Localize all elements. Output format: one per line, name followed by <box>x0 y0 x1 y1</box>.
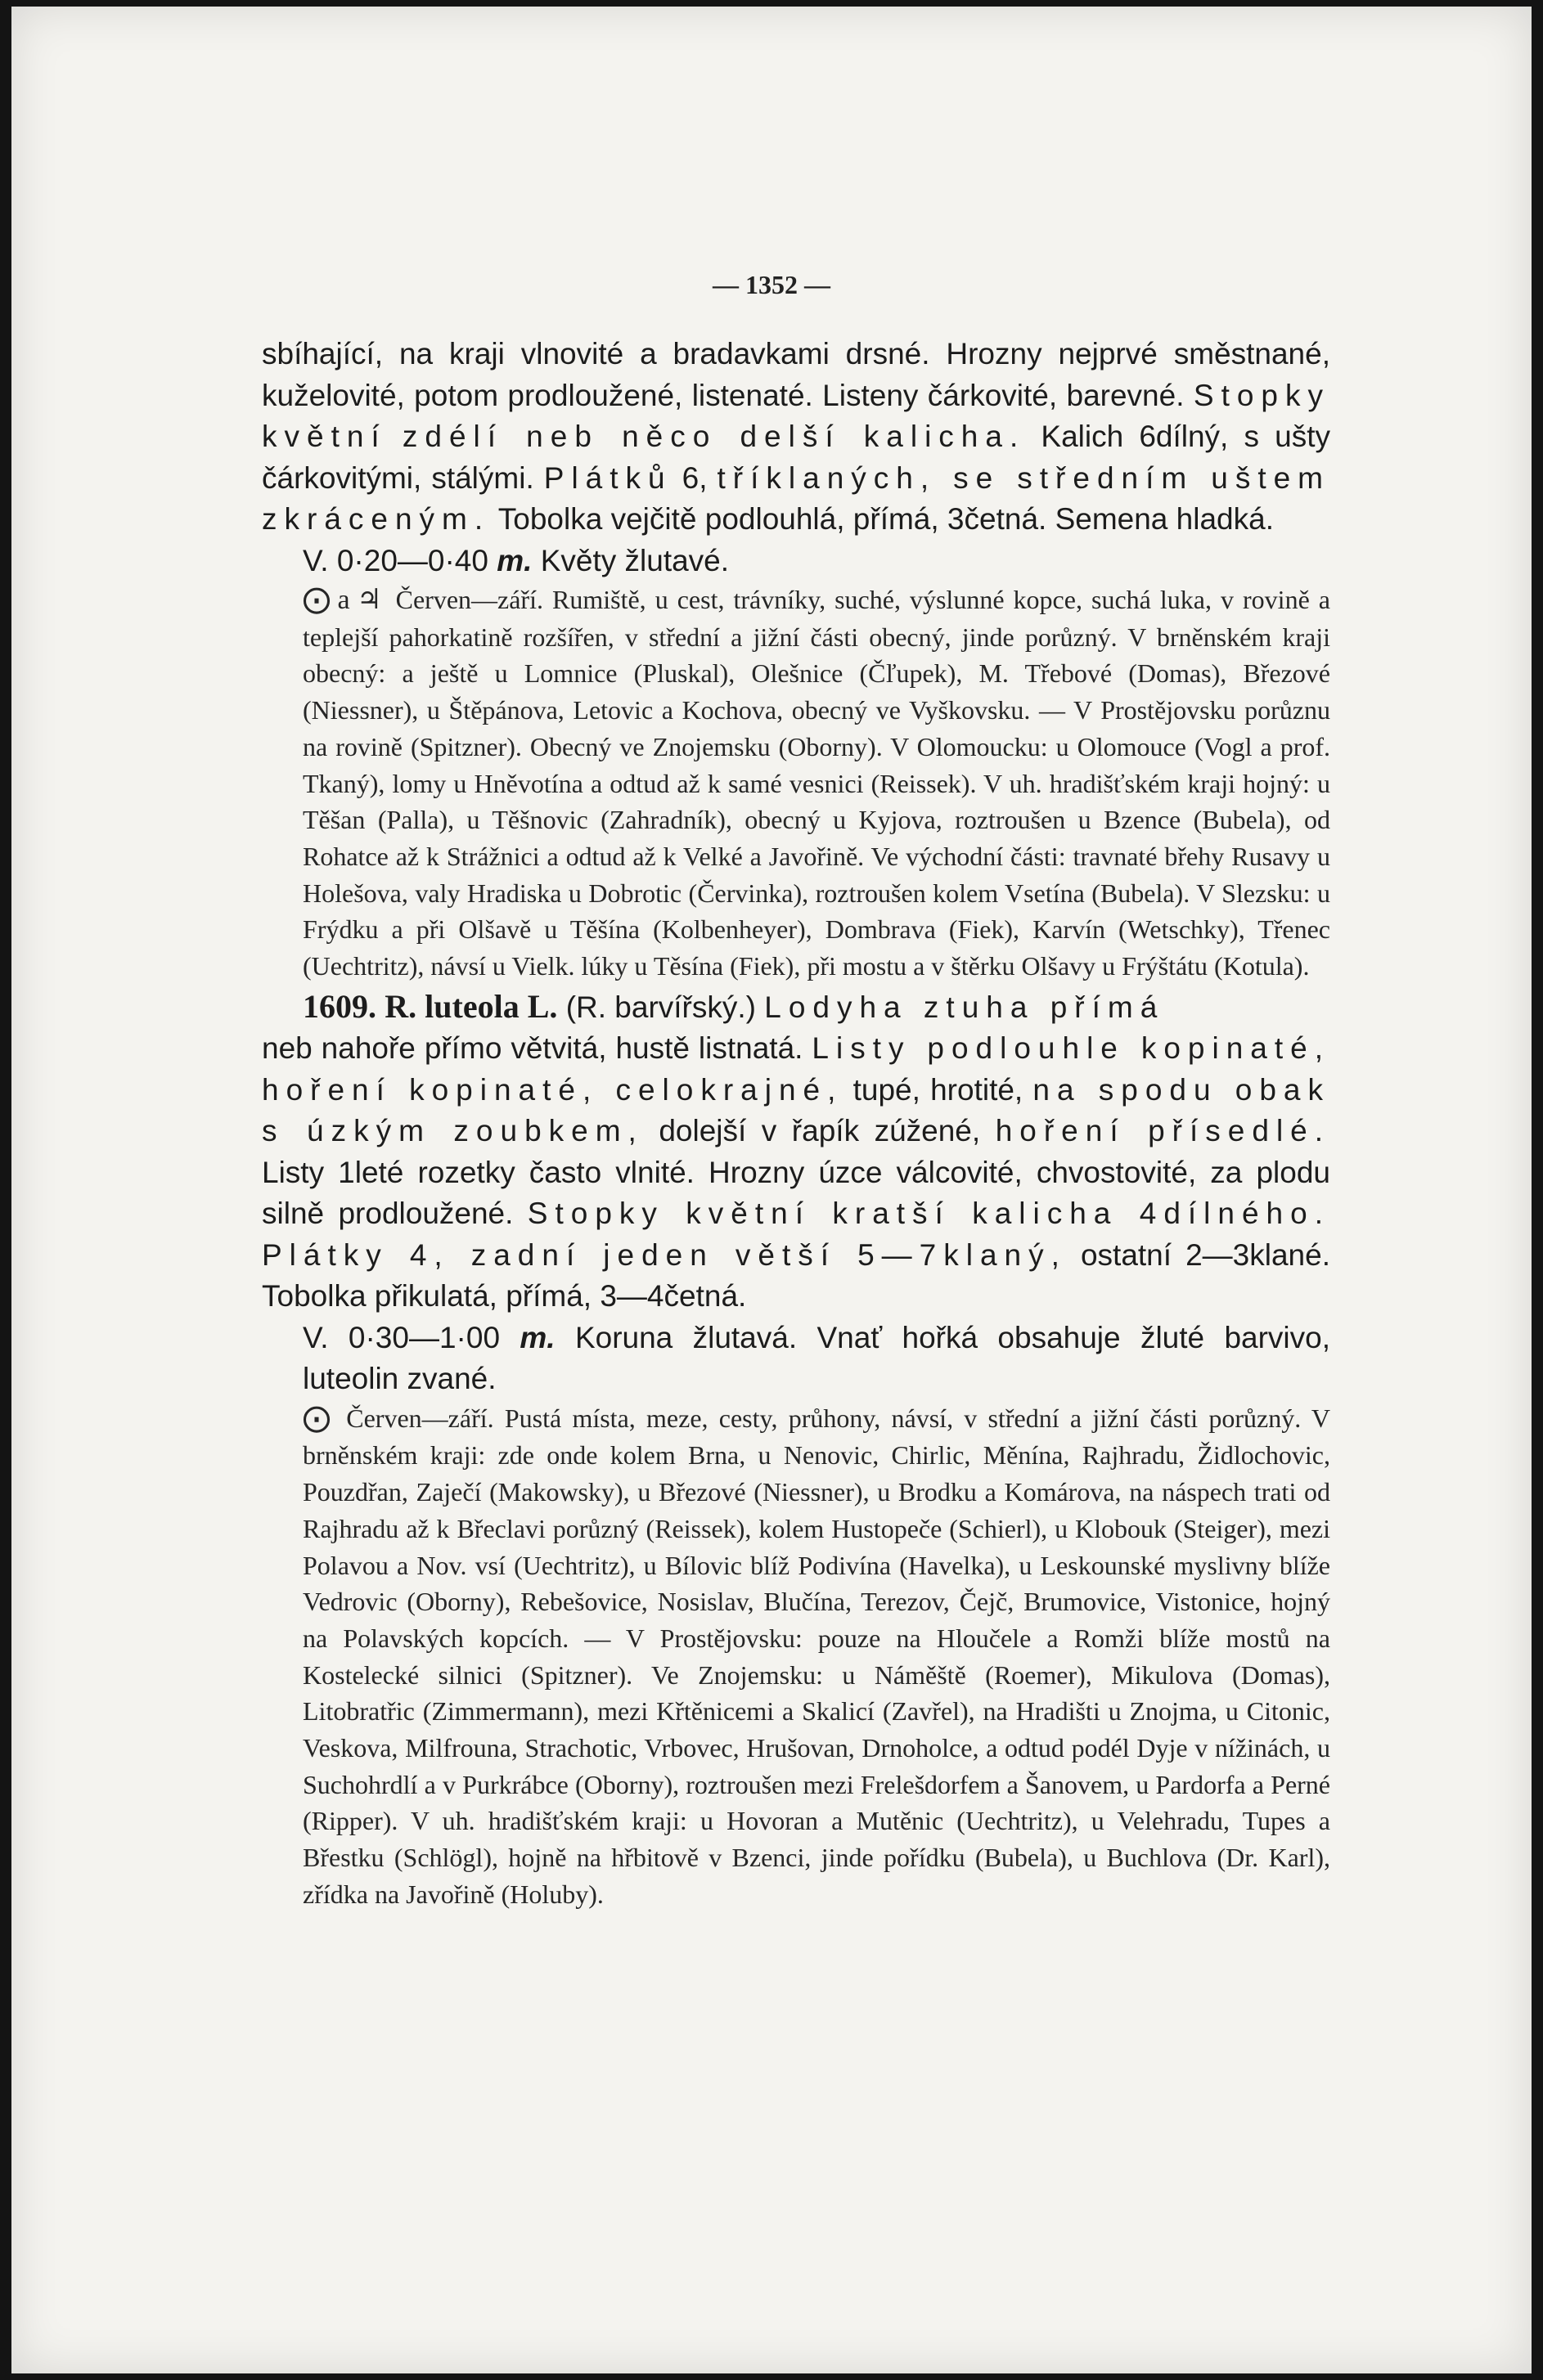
book-page <box>11 7 1532 2373</box>
species-entry-1609 <box>262 986 1330 1029</box>
species-name: R. luteola L. <box>385 987 558 1025</box>
species-number: 1609. <box>303 987 376 1025</box>
species-common-name: (R. barvířský.) <box>565 990 756 1024</box>
distribution-2 <box>262 1400 1330 1913</box>
species-text-9: Stopky květní kratší kalicha 4dílného. Plátky 4, zadní jeden větší 5—7klaný, <box>262 1197 1330 1272</box>
page-text <box>262 334 1330 1913</box>
height-range-1: V. 0·20—0·40 <box>303 543 488 577</box>
desc-spaced-4: tříklaných, se středním uštem zkráceným. <box>262 460 1330 536</box>
species-text-1: Lodyha ztuha přímá <box>764 990 1165 1024</box>
flower-color-1: Květy žlutavé. <box>540 543 730 577</box>
unit-1: m. <box>497 543 533 577</box>
species-description <box>262 1028 1330 1318</box>
desc-spaced-1: Stopky květní <box>262 378 1331 453</box>
species-text-2: neb nahoře přímo větvitá, hustě listnatá. <box>262 1031 803 1066</box>
desc-text-4: Tobolka vejčitě podlouhlá, přímá, 3četná. Semena hladká. <box>497 502 1274 536</box>
height-range-2: V. 0·30—1·00 <box>303 1320 501 1354</box>
annual-perennial-symbol: ⨀ a ♃ <box>303 585 382 615</box>
species-text-10: ostatní 2—3klané. Tobolka přikulatá, přímá, 3—4četná. <box>262 1237 1330 1313</box>
page-number: — 1352 — <box>713 270 830 299</box>
measurement-line-1 <box>262 541 1330 582</box>
desc-spaced-3: Plátků <box>543 460 673 495</box>
desc-text-1: sbíhající, na kraji vlnovité a bradavkami drsné. Hrozny nejprvé směstnané, kuželovité, potom prodloužené, listenaté. Listeny čárkovité, barevné. <box>262 337 1330 412</box>
annual-symbol: ⨀ <box>303 1403 331 1434</box>
distribution-1 <box>262 582 1330 985</box>
desc-text-3: 6, <box>682 460 708 495</box>
desc-text-2: Kalich 6dílný, s ušty čárkovitými, stálými. <box>262 420 1330 495</box>
measurement-line-2 <box>262 1318 1330 1400</box>
species-text-6: dolejší v řapík zúžené, <box>659 1114 981 1148</box>
species-text-4: tupé, hrotité, <box>852 1072 1023 1107</box>
species-text-7: hoření přísedlé. <box>995 1114 1331 1148</box>
distribution-text-1: Červen—září. Rumiště, u cest, trávníky, suché, výslunné kopce, suchá luka, v rovině a teplejší pahorkatině rozšířen, v střední a jižní části obecný, jinde porůzný. V brněnském kraji obecný: a ještě u Lomnice (Pluskal), Olešnice (Čľupek), M. Třebové (Domas), Březové (Niessner), u Štěpánova, Letovic a Kochova, obecný ve Vyškovsku. — V Prostějovsku porůznu na rovině (Spitzner). Obecný ve Znojemsku (Oborny). V Olomoucku: u Olomouce (Vogl a prof. Tkaný), lomy u Hněvotína a odtud až k samé vesnici (Reissek). V uh. hradišťském kraji hojný: u Těšan (Palla), u Těšnovic (Zahradník), obecný u Kyjova, roztroušen u Bzence (Bubela), od Rohatce až k Strážnici a odtud až k Velké a Javořině. Ve východní části: travnaté břehy Rusavy u Holešova, valy Hradiska u Dobrotic (Červinka), roztroušen kolem Vsetína (Bubela). V Slezsku: u Frýdku a při Olšavě u Těšína (Kolbenheyer), Dombrava (Fiek), Karvín (Wetschky), Třenec (Uechtritz), návsí u Vielk. lúky u Těsína (Fiek), při mostu a v štěrku Olšavy u Frýštátu (Kotula). <box>303 585 1331 981</box>
flower-color-2: Koruna žlutavá. Vnať hořká obsahuje žluté barvivo, luteolin zvané. <box>303 1320 1331 1396</box>
species-text-5: na spodu obak s úzkým zoubkem, <box>262 1072 1331 1148</box>
distribution-text-2: Červen—září. Pustá místa, meze, cesty, průhony, návsí, v střední a jižní části porůzný. V brněnském kraji: zde onde kolem Brna, u Nenovic, Chirlic, Měnína, Rajhradu, Židlochovic, Pouzdřan, Zaječí (Makowsky), u Březové (Niessner), u Brodku a Komárova, na náspech trati od Rajhradu až k Břeclavi porůzný (Reissek), kolem Hustopeče (Schierl), u Klobouk (Steiger), mezi Polavou a Nov. vsí (Uechtritz), u Bílovic blíž Podivína (Havelka), u Leskounské myslivny blíže Vedrovic (Oborny), Rebešovice, Nosislav, Blučína, Terezov, Čejč, Brumovice, Vistonice, hojný na Polavských kopcích. — V Prostějovsku: pouze na Hloučele a Romži blíže mostů na Kostelecké silnici (Spitzner). Ve Znojemsku: u Náměště (Roemer), Mikulova (Domas), Litobratřic (Zimmermann), mezi Křtěnicemi a Skalicí (Zavřel), na Hradišti u Znojma, u Citonic, Veskova, Milfrouna, Strachotic, Vrbovec, Hrušovan, Drnoholce, a odtud podél Dyje v nížinách, u Suchohrdlí a v Purkrábce (Oborny), roztroušen mezi Frelešdorfem a Šanovem, u Pardorfa a Perné (Ripper). V uh. hradišťském kraji: u Hovoran a Mutěnic (Uechtritz), u Velehradu, Tupes a Břestku (Schlögl), hojně na hřbitově v Bzenci, jinde pořídku (Bubela), u Buchlova (Dr. Karl), zřídka na Javořině (Holuby). <box>303 1403 1331 1909</box>
desc-spaced-2: zdélí neb něco delší kalicha. <box>402 420 1026 453</box>
species-text-3: Listy podlouhle kopinaté, hoření kopinaté, celokrajné, <box>262 1031 1330 1107</box>
species-description-continued <box>262 334 1330 541</box>
unit-2: m. <box>520 1320 556 1354</box>
species-text-8: Listy 1leté rozetky často vlnité. Hrozny úzce válcovité, chvostovité, za plodu silně prodloužené. <box>262 1155 1330 1231</box>
